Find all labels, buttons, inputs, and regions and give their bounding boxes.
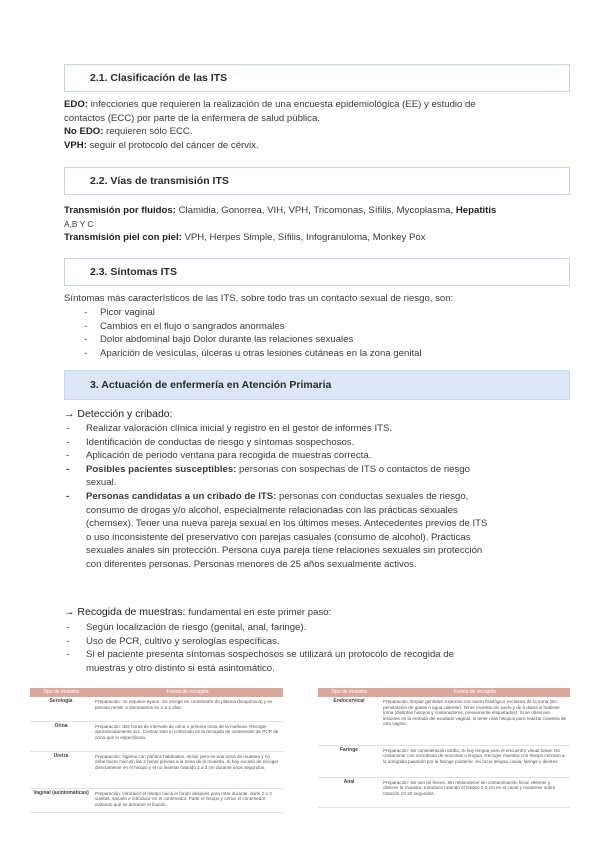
recogida-heading: → Recogida de muestras: bbox=[64, 606, 186, 618]
list-item: - Identificación de conductas de riesgo y síntomas sospechosos. bbox=[64, 436, 564, 450]
table-cell-type: Orina bbox=[30, 721, 92, 751]
symptoms-list bbox=[64, 306, 564, 360]
table-row bbox=[30, 697, 283, 721]
table-cell-type: Endocervical bbox=[318, 697, 380, 745]
transmission-paragraph bbox=[64, 204, 564, 245]
candidatas-line: sexuales anales sin protección. Persona cuya pareja tiene relaciones sexuales sin protección bbox=[86, 545, 483, 557]
table-cell-type: Vaginal (asintomáticas) bbox=[30, 788, 92, 812]
section-heading-2-1 bbox=[64, 64, 570, 92]
list-item bbox=[64, 648, 564, 675]
noedo-label: No EDO: bbox=[64, 126, 104, 138]
table-cell-type: Faringe bbox=[318, 745, 380, 777]
table-cell-method: Preparación: no requiere ayuno. Se recoge en contenedor de plasma (bioquímica) y se precisa remitir a laboratorios en 1 a 2 días. bbox=[92, 697, 283, 721]
sample-table-right bbox=[318, 688, 570, 808]
list-item bbox=[64, 463, 564, 490]
candidatas-line: (chemsex). Tener una nueva pareja sexual en los últimos meses. Antecedentes previos de ITS bbox=[86, 518, 488, 530]
piel-label: Transmisión piel con piel: bbox=[64, 232, 182, 244]
fluidos-text: Clamidia, Gonorrea, VIH, VPH, Tricomonas, Sífilis, Mycoplasma, bbox=[178, 205, 454, 216]
list-item bbox=[64, 490, 564, 572]
table-cell-type: Uretra bbox=[30, 751, 92, 788]
list-item: - Aplicación de periodo ventana para recogida de muestras correcta. bbox=[64, 449, 564, 463]
section-heading-3 bbox=[64, 370, 570, 400]
section-title: 2.3. Síntomas ITS bbox=[90, 266, 177, 278]
section-heading-2-3 bbox=[64, 258, 570, 286]
vph-label: VPH: bbox=[64, 139, 87, 151]
list-item: - Picor vaginal bbox=[64, 306, 564, 320]
fluidos-label: Transmisión por fluidos: bbox=[64, 205, 176, 216]
table-header: Tipo de muestra bbox=[30, 688, 92, 697]
recogida-last-line: - Si el paciente presenta síntomas sospechosos se utilizará un protocolo de recogida de bbox=[86, 649, 454, 661]
table-cell-method: Preparación: introducir el hisopo hacia el fondo después para rotar durante, darle 2 a 3 vueltas, sacarlo e introducir en el contenedor. Partir el hisopo y cerrar el contenedor evitando que se derrame el líquido. bbox=[92, 788, 283, 812]
table-row bbox=[318, 697, 570, 745]
recogida-last-line: muestras y otro distinto si está asintomático. bbox=[86, 662, 275, 674]
edo-label: EDO: bbox=[64, 99, 88, 110]
sample-table-left bbox=[30, 688, 283, 813]
list-item: - Uso de PCR, cultivo y serologías específicas. bbox=[64, 635, 564, 649]
table-cell-method: Preparación: sin uso de heces. Sin reblandecer sin contaminación fecal, detener y obtener la muestra. Introducir rotando el hisopo 2-3 cm en el canal y mantener sobre rotación 10-30 segundos. bbox=[380, 777, 570, 807]
list-item: - Aparición de vesículas, úlceras u otras lesiones cutáneas en la zona genital bbox=[64, 347, 564, 361]
section-heading-2-2 bbox=[64, 167, 570, 195]
candidatas-label: Personas candidatas a un cribado de ITS: bbox=[86, 490, 277, 502]
candidatas-line: con diferentes personas. Personas menores de 25 años sexualmente activos. bbox=[86, 558, 417, 570]
table-cell-method: Preparación: dos horas de intervalo de orina o primera orina de la mañana. Recoger aproximadamente 3cc. Centrar solo el contenido en la recogida de contenedor de PCR de orina que lo especificara. bbox=[92, 721, 283, 751]
table-cell-method: Preparación: higiene con pañitos habituales, incluir pero es una toma de muestra y no debe hacer micción las 2 horas previas a la toma de la muestra. Si hay exceso de recoger directamente en el hisopo y el no insertar rotando 2 a 3 cm durante unos segundos. bbox=[92, 751, 283, 788]
table-cell-method: Preparación: limpiar genitales externos con suero fisiológico exclusivo de la toma (sin penetración de gasas o agua caliente). Tener muestra de suelo y de 6 datos si hubiese toma (distintos hisopos y contenedores, previamente etiquetados). Si se observan lesiones en la entrada del exudado vaginal, el tener más hisopos para realizar muestra de otra vagina. bbox=[380, 697, 570, 745]
section-title: 2.1. Clasificación de las ITS bbox=[90, 72, 228, 84]
list-item: - Dolor abdominal bajo Dolor durante las relaciones sexuales bbox=[64, 333, 564, 347]
table-row bbox=[30, 721, 283, 751]
table-cell-method: Preparación: sin consideración tardía. Si hay lengua para el encuentro visual basal. No contaminar con microbiota de mucosas o lengua. Recoger muestra con hisopo cercano a la amígdala pasando por la faringe posterior, sin tocar lengua, úvula, faringe y dientes. bbox=[380, 745, 570, 777]
list-item: - Cambios en el flujo o sangrados anormales bbox=[64, 320, 564, 334]
candidatas-line: o uso inconsistente del preservativo con parejas casuales (consumo de alcohol). Prácticas bbox=[86, 531, 471, 543]
symptoms-intro: Síntomas más característicos de las ITS, sobre todo tras un contacto sexual de riesgo, son: bbox=[64, 293, 454, 304]
table-row bbox=[30, 788, 283, 812]
list-item: - Realizar valoración clínica inicial y registro en el gestor de informes ITS. bbox=[64, 422, 564, 436]
classification-paragraph bbox=[64, 98, 564, 152]
table-header: Tipo de muestra bbox=[318, 688, 380, 697]
susceptibles-label: Posibles pacientes susceptibles: bbox=[86, 463, 237, 475]
table-cell-type: Anal bbox=[318, 777, 380, 807]
table-header: Forma de recogida bbox=[92, 688, 283, 697]
hepatitis-label: Hepatitis bbox=[455, 205, 497, 216]
deteccion-heading: → Detección y cribado: bbox=[64, 408, 173, 420]
susceptibles-text: personas con sospechas de ITS o contactos de riesgo bbox=[239, 463, 470, 475]
vph-text: seguir el protocolo del cáncer de cérvix. bbox=[89, 139, 259, 151]
candidatas-text: personas con conductas sexuales de riesgo, bbox=[279, 490, 469, 502]
list-item: - Según localización de riesgo (genital, anal, faringe). bbox=[64, 621, 564, 635]
table-row bbox=[318, 777, 570, 807]
table-cell-type: Serología bbox=[30, 697, 92, 721]
piel-text: VPH, Herpes Simple, Sífilis, Infogranuloma, Monkey Pox bbox=[184, 232, 426, 244]
table-row bbox=[30, 751, 283, 788]
table-row bbox=[318, 745, 570, 777]
recogida-list bbox=[64, 621, 564, 675]
deteccion-list bbox=[64, 422, 564, 572]
noedo-text: requieren sólo ECC. bbox=[106, 126, 193, 138]
hepatitis-cont: A,B Y C bbox=[64, 218, 94, 229]
edo-text: infecciones que requieren la realización de una encuesta epidemiológica (EE) y estudio de bbox=[90, 99, 476, 110]
table-header: Forma de recogida bbox=[380, 688, 570, 697]
section-title: 2.2. Vías de transmisión ITS bbox=[90, 175, 229, 187]
susceptibles-text-cont: sexual. bbox=[86, 477, 117, 489]
candidatas-line: consumo de drogas y/o alcohol, especialmente relacionadas con las prácticas sexuales bbox=[86, 504, 458, 516]
section-title: 3. Actuación de enfermería en Atención Primaria bbox=[90, 379, 332, 391]
edo-text-cont: contactos (ECC) por parte de la enfermera de salud pública. bbox=[64, 112, 320, 124]
recogida-text: fundamental en este primer paso: bbox=[188, 607, 332, 618]
recogida-heading-line bbox=[64, 606, 331, 618]
